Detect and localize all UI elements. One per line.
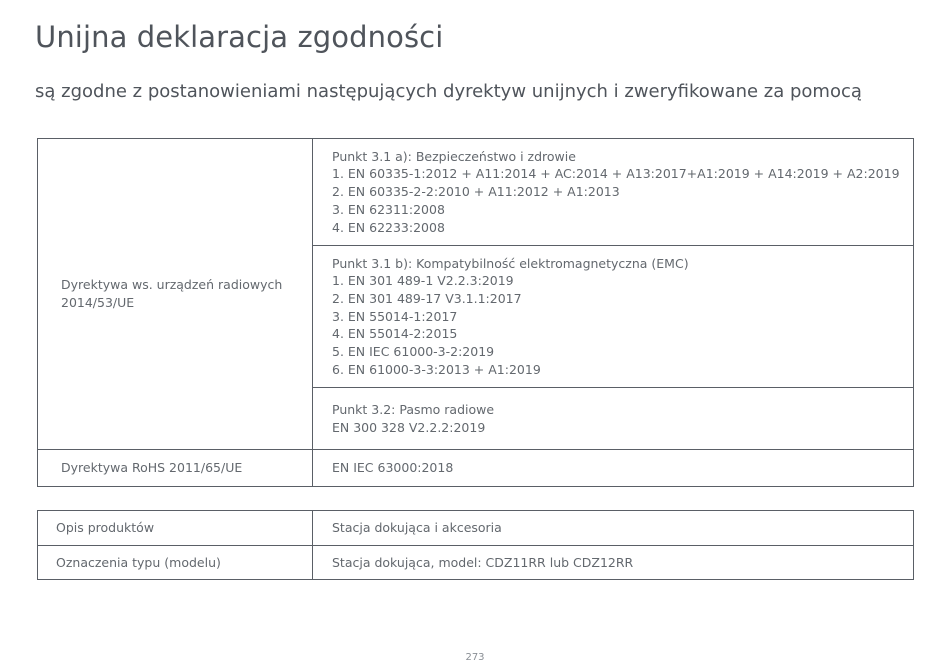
list-item: 1. EN 301 489-1 V2.2.3:2019 (332, 273, 514, 289)
table-row (38, 139, 914, 246)
list-item: EN 300 328 V2.2.2:2019 (332, 419, 486, 435)
list-item: 2. EN 301 489-17 V3.1.1:2017 (332, 290, 522, 306)
description-value-cell (313, 511, 914, 546)
radio-directive-cell (38, 139, 313, 450)
radio-section-cell (313, 388, 914, 450)
page-number: 273 (465, 652, 485, 662)
radio-directive-label: Dyrektywa ws. urządzeń radiowych 2014/53/UE (61, 277, 283, 310)
page-title: Unijna deklaracja zgodności (35, 20, 444, 54)
list-item: 6. EN 61000-3-3:2013 + A1:2019 (332, 361, 541, 377)
model-label-cell (38, 546, 313, 580)
rohs-directive-cell (38, 450, 313, 487)
directives-table (37, 138, 914, 487)
table-row (38, 511, 914, 546)
safety-section-cell (313, 139, 914, 246)
rohs-standard-cell (313, 450, 914, 487)
description-value: Stacja dokująca i akcesoria (332, 520, 502, 536)
rohs-standard-value: EN IEC 63000:2018 (332, 460, 454, 476)
description-label-cell (38, 511, 313, 546)
model-value-cell (313, 546, 914, 580)
emc-section-heading: Punkt 3.1 b): Kompatybilność elektromagnetyczna (EMC) (332, 255, 689, 271)
list-item: 3. EN 55014-1:2017 (332, 308, 458, 324)
product-table (37, 510, 914, 580)
list-item: 4. EN 55014-2:2015 (332, 326, 458, 342)
model-label: Oznaczenia typu (modelu) (56, 554, 221, 570)
list-item: 5. EN IEC 61000-3-2:2019 (332, 344, 495, 360)
page-subtitle: są zgodne z postanowieniami następujących dyrektyw unijnych i zweryfikowane za pomocą (35, 81, 862, 102)
list-item: 2. EN 60335-2-2:2010 + A11:2012 + A1:2013 (332, 184, 620, 200)
list-item: 3. EN 62311:2008 (332, 201, 445, 217)
rohs-directive-label: Dyrektywa RoHS 2011/65/UE (61, 460, 243, 476)
description-label: Opis produktów (56, 520, 155, 536)
table-row (38, 450, 914, 487)
radio-section-heading: Punkt 3.2: Pasmo radiowe (332, 401, 495, 417)
safety-section-heading: Punkt 3.1 a): Bezpieczeństwo i zdrowie (332, 148, 576, 164)
list-item: 1. EN 60335-1:2012 + A11:2014 + AC:2014 + A13:2017+A1:2019 + A14:2019 + A2:2019 (332, 166, 900, 182)
emc-section-cell (313, 246, 914, 388)
table-row (38, 546, 914, 580)
model-value: Stacja dokująca, model: CDZ11RR lub CDZ12RR (332, 554, 634, 570)
list-item: 4. EN 62233:2008 (332, 219, 445, 235)
